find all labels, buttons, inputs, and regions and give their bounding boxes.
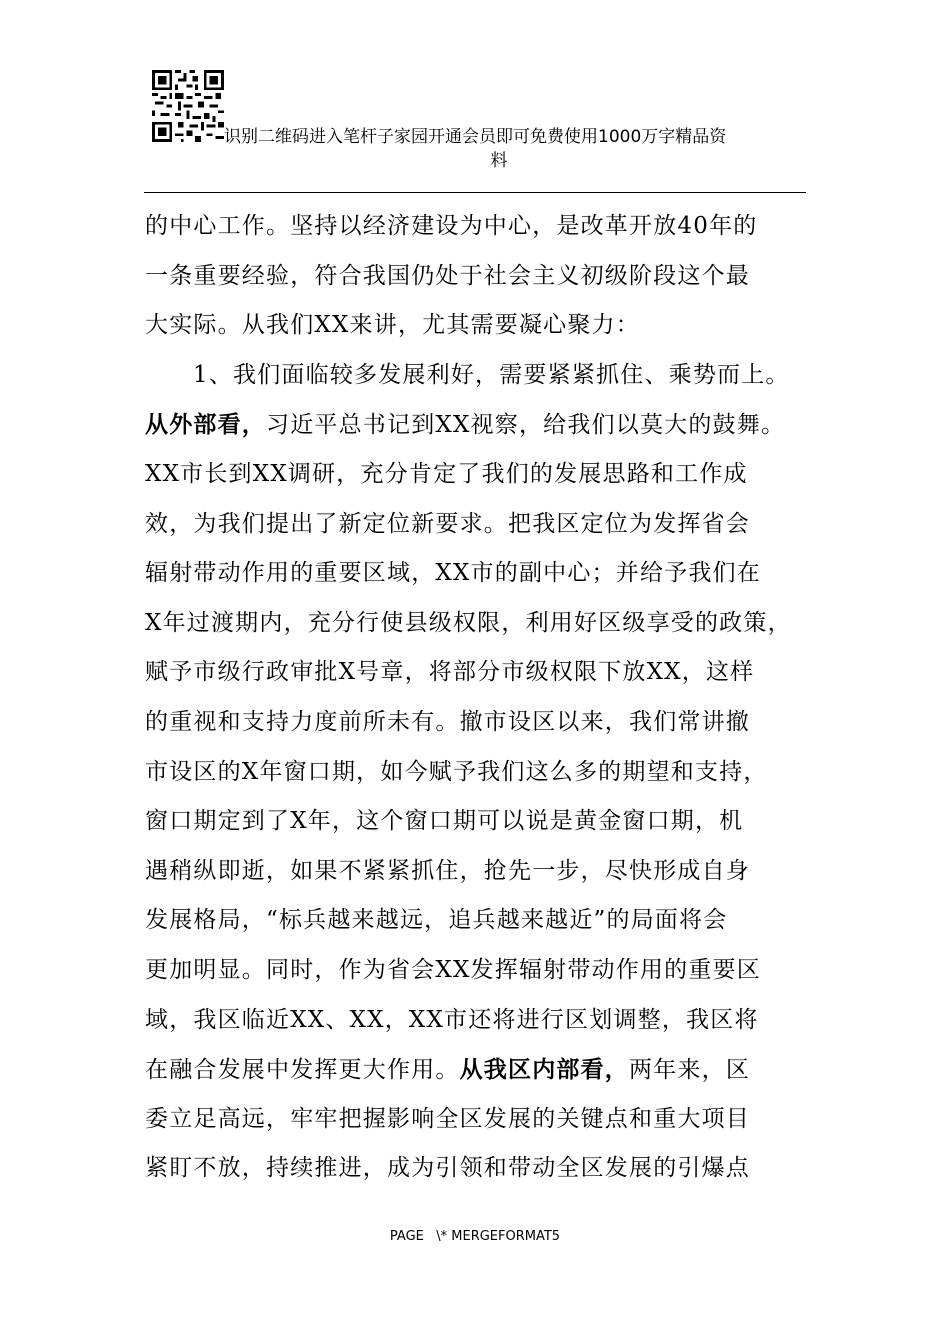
- qr-code-icon: [152, 70, 224, 142]
- body-line: 赋予市级行政审批X号章，将部分市级权限下放XX，这样: [145, 659, 755, 686]
- body-line: 一条重要经验，符合我国仍处于社会主义初级阶段这个最: [145, 262, 750, 289]
- body-line: 的中心工作。坚持以经济建设为中心，是改革开放40年的: [145, 213, 758, 239]
- page-header: [0, 0, 950, 200]
- header-notice: [224, 125, 804, 173]
- bold-heading-external: 从外部看，: [145, 411, 266, 439]
- body-line: 紧盯不放，持续推进，成为引领和带动全区发展的引爆点: [145, 1155, 750, 1182]
- body-line: 市设区的X年窗口期，如今赋予我们这么多的期望和支持，: [145, 758, 768, 785]
- body-line: [145, 1045, 825, 1095]
- body-line: 窗口期定到了X年，这个窗口期可以说是黄金窗口期，机: [145, 808, 744, 835]
- body-line: 域，我区临近XX、XX，XX市还将进行区划调整，我区将: [145, 1006, 759, 1033]
- body-line: 大实际。从我们XX来讲，尤其需要凝心聚力：: [145, 312, 640, 339]
- body-line: 的重视和支持力度前所未有。撤市设区以来，我们常讲撤: [145, 708, 750, 735]
- header-divider: [144, 192, 806, 193]
- bold-heading-internal: 从我区内部看，: [459, 1056, 630, 1084]
- body-line: 辐射带动作用的重要区域，XX市的副中心；并给予我们在: [145, 560, 761, 587]
- header-notice-line1: 识别二维码进入笔杆子家园开通会员即可免费使用1000万字精品资: [224, 127, 727, 147]
- body-line: 委立足高远，牢牢把握影响全区发展的关键点和重大项目: [145, 1105, 750, 1132]
- document-body: [145, 202, 825, 1194]
- body-line: 更加明显。同时，作为省会XX发挥辐射带动作用的重要区: [145, 956, 761, 983]
- page-footer-field: PAGE \* MERGEFORMAT5: [389, 1229, 561, 1244]
- body-line-text: 习近平总书记到XX视察，给我们以莫大的鼓舞。: [266, 412, 786, 439]
- body-line: 发展格局，“标兵越来越远，追兵越来越近”的局面将会: [145, 907, 728, 934]
- body-line: [145, 400, 825, 450]
- body-line-text: 两年来，区: [629, 1057, 751, 1084]
- body-line-text: 在融合发展中发挥更大作用。: [145, 1057, 460, 1084]
- body-line: 效，为我们提出了新定位新要求。把我区定位为发挥省会: [145, 510, 750, 537]
- body-line: XX市长到XX调研，充分肯定了我们的发展思路和工作成: [145, 460, 748, 487]
- body-line-paragraph-start: 1、我们面临较多发展利好，需要紧紧抓住、乘势而上。: [193, 361, 790, 388]
- body-line: X年过渡期内，充分行使县级权限，利用好区级享受的政策，: [145, 609, 792, 636]
- header-notice-line2: 料: [490, 151, 508, 171]
- body-line: 遇稍纵即逝，如果不紧紧抓住，抢先一步，尽快形成自身: [145, 857, 750, 884]
